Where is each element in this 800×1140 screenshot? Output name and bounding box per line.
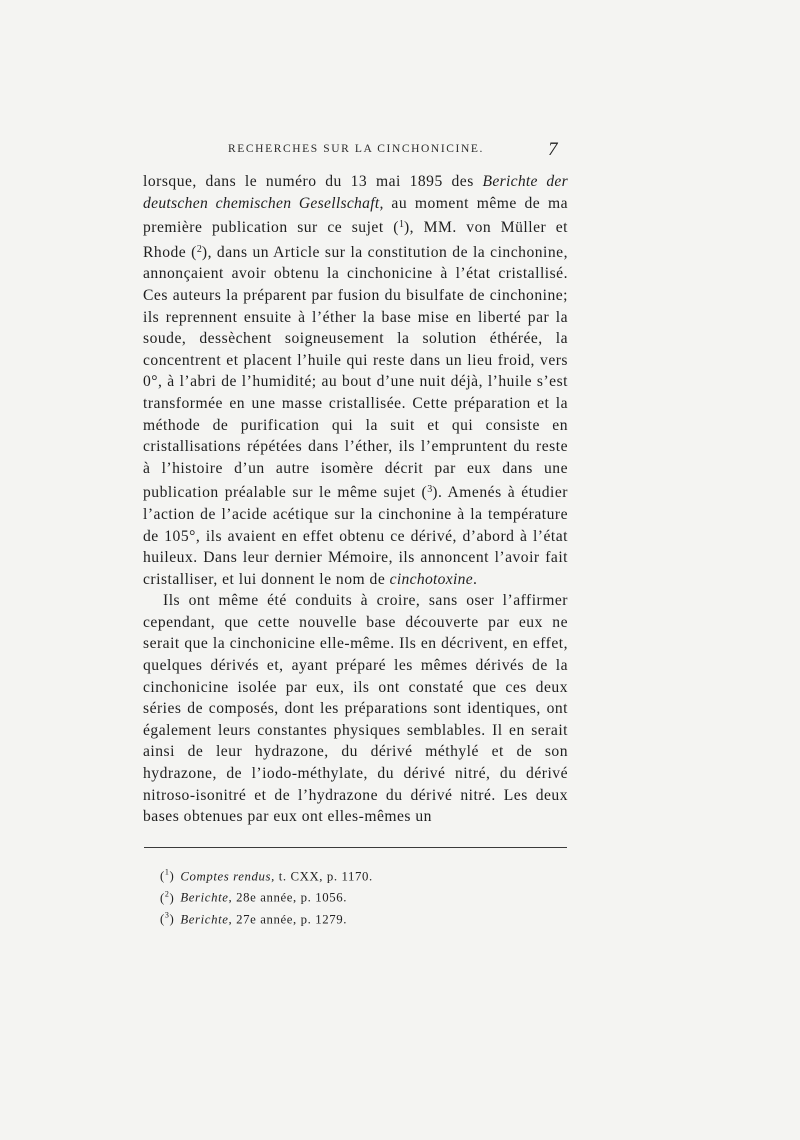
footnote-mark: ($^2$) — [160, 889, 175, 905]
text-run: lorsque, dans le numéro du 13 mai 1895 des — [143, 173, 483, 190]
footnote-number: 2 — [164, 889, 170, 899]
footnote-detail: 28e année, p. 1056. — [232, 890, 348, 905]
footnote-ref-3: 3 — [427, 484, 433, 496]
text-run: ), MM. von Müller et Rhode ( — [143, 219, 568, 261]
page-number: 7 — [548, 139, 558, 160]
footnotes — [160, 864, 560, 928]
footnote-1 — [160, 864, 560, 885]
footnote-number: 1 — [164, 868, 170, 877]
paragraph-2: Ils ont même été conduits à croire, sans oser l’affirmer cependant, que cette nouvelle base découverte par eux ne serait que la cinchonicine elle-même. Ils en décrivent, en effet, quelques dérivés et, ayant préparé les mêmes dérivés de la cinchonicine isolée par eux, ils ont constaté que ces deux séries de composés, dont les préparations sont identiques, ont également leurs constantes physiques semblables. Il en serait ainsi de leur hydrazone, du dérivé méthylé et de son hydrazone, de l’iodo-méthylate, du dérivé nitré, du dérivé nitroso-isonitré et de l’hydrazone du dérivé nitré. Les deux bases obtenues par eux ont elles-mêmes un — [143, 592, 568, 826]
text-run: ), dans un Article sur la constitution de la cinchonine, annonçaient avoir obtenu la cinchonicine à l’état cristallisé. Ces auteurs la préparent par fusion du bisulfate de cinchonine; ils reprennent ensuite à l’éther la base mise en liberté par la soude, dessèchent soigneusement la solution éthérée, la concentrent et placent l’huile qui reste dans un lieu froid, vers 0°, à l’abri de l’humidité; au bout d’une nuit déjà, l’huile s’est transformée en une masse cristallisée. Cette préparation et la méthode de purification qui la suit et qui consiste en cristallisations répétées dans l’éther, ils l’empruntent du reste à l’histoire d’un autre isomère décrit par eux dans une publication préalable sur le même sujet ( — [143, 243, 568, 502]
journal-title: Berichte der deutschen chemischen Gesellschaft, — [143, 173, 568, 212]
footnote-source: Berichte, — [180, 890, 233, 905]
text-run: . — [472, 570, 478, 588]
footnote-3 — [160, 907, 560, 928]
footnote-ref-1: 1 — [398, 219, 404, 231]
footnote-ref-2: 2 — [196, 243, 202, 255]
footnote-detail: t. CXX, p. 1170. — [274, 869, 373, 884]
compound-name: cinchotoxine — [389, 570, 473, 588]
footnote-source: Berichte, — [180, 911, 233, 926]
footnote-number: 3 — [164, 910, 170, 920]
text-run: ). Amenés à étudier l’action de l’acide acétique sur la cinchonine à la température de 105°, ils avaient en effet obtenu ce dérivé, d’abord à l’état huileux. Dans leur dernier Mémoire, ils annoncent l’avoir fait cristalliser, et lui donnent le nom de — [143, 484, 568, 588]
text-run: au moment même de ma première publication sur ce sujet ( — [143, 194, 569, 237]
footnote-detail: 27e année, p. 1279. — [232, 911, 348, 926]
running-title: RECHERCHES SUR LA CINCHONICINE. — [228, 143, 484, 155]
footnote-source: Comptes rendus, — [180, 869, 275, 884]
footnote-mark: ($^1$) — [160, 868, 175, 884]
footnote-2 — [160, 885, 560, 906]
main-text — [143, 171, 568, 828]
footnote-separator — [144, 847, 567, 848]
paragraph-1 — [143, 171, 568, 590]
footnote-mark: ($^3$) — [160, 910, 175, 926]
